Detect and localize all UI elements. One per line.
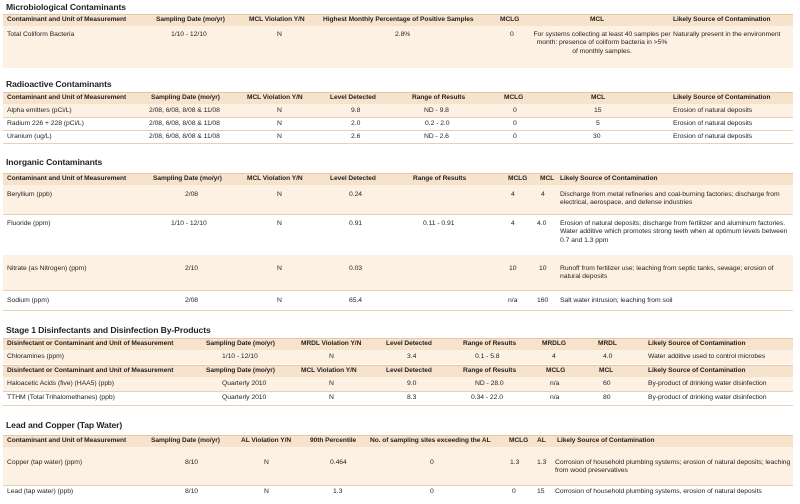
cell-range: 0.11 - 0.91 — [423, 220, 455, 227]
header-range: Range of Results — [463, 339, 517, 347]
cell-mclg: n/a — [550, 380, 560, 387]
cell-name: Nitrate (as Nitrogen) (ppm) — [7, 265, 87, 272]
cell-date: 1/10 - 12/10 — [222, 353, 258, 360]
cell-name: Haloacetic Acids (five) (HAA5) (ppb) — [7, 380, 114, 387]
cell-mclg: n/a — [550, 394, 560, 401]
header-level-detected: Level Detected — [330, 93, 376, 101]
cell-range: ND - 9.8 — [424, 107, 449, 114]
cell-name: Copper (tap water) (ppm) — [7, 459, 83, 466]
cell-violation: N — [329, 353, 334, 360]
cell-violation: N — [329, 380, 334, 387]
cell-level: 2.0 — [351, 120, 361, 127]
header-mcl-violation: MCL Violation Y/N — [247, 174, 303, 182]
header-highest-monthly-pct: Highest Monthly Percentage of Positive Samples — [323, 15, 474, 23]
cell-level: 1.3 — [333, 488, 343, 495]
cell-violation: N — [329, 394, 334, 401]
header-mcl-violation: MCL Violation Y/N — [249, 15, 305, 23]
cell-level: 8.3 — [407, 394, 417, 401]
header-sampling-date: Sampling Date (mo/yr) — [153, 174, 222, 182]
cell-source: Erosion of natural deposits — [673, 107, 753, 114]
cell-level: 65.4 — [349, 297, 363, 304]
cell-mcl: 80 — [603, 394, 611, 401]
cell-mclg: 4 — [511, 220, 515, 227]
cell-date: Quarterly 2010 — [222, 394, 267, 401]
cell-mclg: 0 — [510, 31, 514, 38]
cell-range: 0 — [430, 459, 434, 466]
cell-mcl: 4.0 — [537, 220, 547, 227]
header-sites-exceeding: No. of sampling sites exceeding the AL — [370, 436, 491, 444]
cell-source: Erosion of natural deposits — [673, 120, 753, 127]
header-mcl: MCL — [590, 15, 605, 23]
cell-level: 0.464 — [330, 459, 347, 466]
cell-violation: N — [264, 488, 269, 495]
row-divider — [3, 485, 793, 486]
cell-level: 0.24 — [349, 191, 363, 198]
cell-source: Erosion of natural deposits; discharge from fertilizer and aluminum factories. Water additive which promotes strong teeth when at optimum levels between 0.7 and 1.3 ppm — [560, 220, 788, 244]
cell-mcl: 10 — [539, 265, 547, 272]
row-divider — [3, 391, 793, 392]
cell-mcl: For systems collecting at least 40 samples per month: presence of coliform bacteria in >5% of monthly samples. — [533, 31, 671, 55]
cell-range: 0.34 - 22.0 — [471, 394, 503, 401]
cell-date: 1/10 - 12/10 — [171, 31, 207, 38]
cell-mclg: 1.3 — [510, 459, 520, 466]
cell-violation: N — [277, 191, 282, 198]
cell-date: Quarterly 2010 — [222, 380, 267, 387]
section-title-disinfectants: Stage 1 Disinfectants and Disinfection By-Products — [6, 325, 211, 335]
header-likely-source: Likely Source of Contamination — [673, 93, 771, 101]
header-contaminant: Contaminant and Unit of Measurement — [7, 174, 127, 182]
header-level-detected: Level Detected — [386, 366, 432, 374]
cell-violation: N — [264, 459, 269, 466]
header-likely-source: Likely Source of Contamination — [648, 366, 746, 374]
section-title-inorganic: Inorganic Contaminants — [6, 157, 103, 167]
cell-source: Corrosion of household plumbing systems, erosion of natural deposits — [555, 488, 762, 495]
cell-level: 3.4 — [407, 353, 417, 360]
header-mcl-violation: MCL Violation Y/N — [301, 366, 357, 374]
header-90th-percentile: 90th Percentile — [310, 436, 357, 444]
section-title-radioactive: Radioactive Contaminants — [6, 79, 112, 89]
section-title-lead-copper: Lead and Copper (Tap Water) — [6, 420, 123, 430]
cell-level: 9.0 — [407, 380, 417, 387]
cell-mclg: n/a — [508, 297, 518, 304]
header-contaminant: Contaminant and Unit of Measurement — [7, 436, 127, 444]
cell-mclg: 0 — [512, 488, 516, 495]
cell-mclg: 4 — [552, 353, 556, 360]
header-mcl: MCL — [591, 93, 606, 101]
cell-level: 0.91 — [349, 220, 363, 227]
row-divider — [3, 130, 793, 131]
cell-source: Salt water intrusion; leaching from soil — [560, 297, 673, 304]
row-divider — [3, 143, 793, 144]
header-mclg: MCLG — [500, 15, 520, 23]
cell-range: 0 — [430, 488, 434, 495]
header-al-violation: AL Violation Y/N — [241, 436, 292, 444]
cell-name: TTHM (Total Trihalomethanes) (ppb) — [7, 394, 115, 401]
header-mrdlg: MRDLG — [542, 339, 566, 347]
header-sampling-date: Sampling Date (mo/yr) — [151, 93, 220, 101]
header-likely-source: Likely Source of Contamination — [560, 174, 658, 182]
header-contaminant: Disinfectant or Contaminant and Unit of Measurement — [7, 339, 174, 347]
cell-source: By-product of drinking water disinfection — [648, 380, 767, 387]
cell-level: 2.6 — [351, 133, 361, 140]
header-range: Range of Results — [463, 366, 517, 374]
cell-mcl: 60 — [603, 380, 611, 387]
cell-range: ND - 2.6 — [424, 133, 449, 140]
header-level-detected: Level Detected — [330, 174, 376, 182]
cell-violation: N — [277, 133, 282, 140]
cell-mclg: 4 — [511, 191, 515, 198]
cell-mclg: 0 — [513, 120, 517, 127]
cell-range: 0.2 - 2.0 — [425, 120, 450, 127]
cell-source: Runoff from fertilizer use; leaching from septic tanks, sewage; erosion of natural deposits — [560, 265, 774, 281]
header-contaminant: Contaminant and Unit of Measurement — [7, 15, 127, 23]
header-likely-source: Likely Source of Contamination — [557, 436, 655, 444]
header-sampling-date: Sampling Date (mo/yr) — [206, 366, 275, 374]
cell-violation: N — [277, 31, 282, 38]
cell-level: 0.03 — [349, 265, 363, 272]
cell-source: By-product of drinking water disinfection — [648, 394, 767, 401]
header-likely-source: Likely Source of Contamination — [648, 339, 746, 347]
cell-mcl: 15 — [537, 488, 545, 495]
cell-source: Corrosion of household plumbing systems; erosion of natural deposits; leaching from wood preservatives — [555, 459, 791, 475]
cell-name: Uranium (ug/L) — [7, 133, 52, 140]
cell-range: 0.1 - 5.8 — [475, 353, 500, 360]
cell-date: 2/08, 6/08, 8/08 & 11/08 — [149, 133, 220, 140]
row-divider — [3, 214, 793, 215]
header-mcl: MCL — [540, 174, 555, 182]
header-mclg: MCLG — [546, 366, 566, 374]
cell-name: Radium 226 + 228 (pCi/L) — [7, 120, 84, 127]
cell-name: Fluoride (ppm) — [7, 220, 51, 227]
cell-date: 8/10 — [185, 488, 199, 495]
header-mclg: MCLG — [508, 174, 528, 182]
header-sampling-date: Sampling Date (mo/yr) — [206, 339, 275, 347]
row-divider — [3, 405, 793, 406]
header-contaminant: Contaminant and Unit of Measurement — [7, 93, 127, 101]
cell-mcl: 30 — [593, 133, 601, 140]
cell-mcl: 5 — [596, 120, 600, 127]
cell-date: 2/08 — [185, 297, 199, 304]
cell-mcl: 1.3 — [537, 459, 547, 466]
cell-name: Total Coliform Bacteria — [7, 31, 75, 38]
header-likely-source: Likely Source of Contamination — [673, 15, 771, 23]
header-range: Range of Results — [412, 93, 466, 101]
cell-violation: N — [277, 120, 282, 127]
cell-range: ND - 28.0 — [475, 380, 504, 387]
cell-date: 2/10 — [185, 265, 199, 272]
header-contaminant: Disinfectant or Contaminant and Unit of Measurement — [7, 366, 174, 374]
cell-source: Water additive used to control microbes — [648, 353, 766, 360]
header-sampling-date: Sampling Date (mo/yr) — [151, 436, 220, 444]
header-mclg: MCLG — [504, 93, 524, 101]
cell-date: 8/10 — [185, 459, 199, 466]
cell-source: Naturally present in the environment — [673, 31, 781, 38]
cell-mcl: 160 — [537, 297, 549, 304]
cell-date: 2/08 — [185, 191, 199, 198]
cell-violation: N — [277, 107, 282, 114]
cell-violation: N — [277, 265, 282, 272]
cell-name: Alpha emitters (pCi/L) — [7, 107, 72, 114]
cell-pct: 2.8% — [395, 31, 411, 38]
cell-name: Lead (tap water) (ppb) — [7, 488, 74, 495]
cell-mcl: 4 — [541, 191, 545, 198]
cell-mcl: 15 — [594, 107, 602, 114]
row-divider — [3, 290, 793, 291]
header-level-detected: Level Detected — [386, 339, 432, 347]
header-range: Range of Results — [413, 174, 467, 182]
cell-mclg: 10 — [509, 265, 517, 272]
header-al: AL — [537, 436, 546, 444]
cell-level: 9.8 — [351, 107, 361, 114]
header-mrdl-violation: MRDL Violation Y/N — [301, 339, 362, 347]
cell-mclg: 0 — [513, 107, 517, 114]
header-mclg: MCLG — [509, 436, 529, 444]
cell-date: 1/10 - 12/10 — [171, 220, 207, 227]
cell-source: Erosion of natural deposits — [673, 133, 753, 140]
cell-name: Chloramines (ppm) — [7, 353, 64, 360]
cell-violation: N — [277, 220, 282, 227]
section-title-microbiological: Microbiological Contaminants — [6, 2, 126, 12]
cell-name: Beryllium (ppb) — [7, 191, 52, 198]
header-mcl-violation: MCL Violation Y/N — [247, 93, 303, 101]
header-mcl: MCL — [599, 366, 614, 374]
cell-source: Discharge from metal refineries and coal-burning factories; discharge from electrical, aerospace, and defense industries — [560, 191, 780, 207]
row-divider — [3, 117, 793, 118]
row-divider — [3, 310, 793, 311]
cell-name: Sodium (ppm) — [7, 297, 50, 304]
cell-mclg: 0 — [513, 133, 517, 140]
header-mrdl: MRDL — [598, 339, 617, 347]
header-sampling-date: Sampling Date (mo/yr) — [156, 15, 225, 23]
cell-date: 2/08, 6/08, 8/08 & 11/08 — [149, 107, 220, 114]
cell-violation: N — [277, 297, 282, 304]
cell-mcl: 4.0 — [603, 353, 613, 360]
cell-date: 2/08, 6/08, 8/08 & 11/08 — [149, 120, 220, 127]
